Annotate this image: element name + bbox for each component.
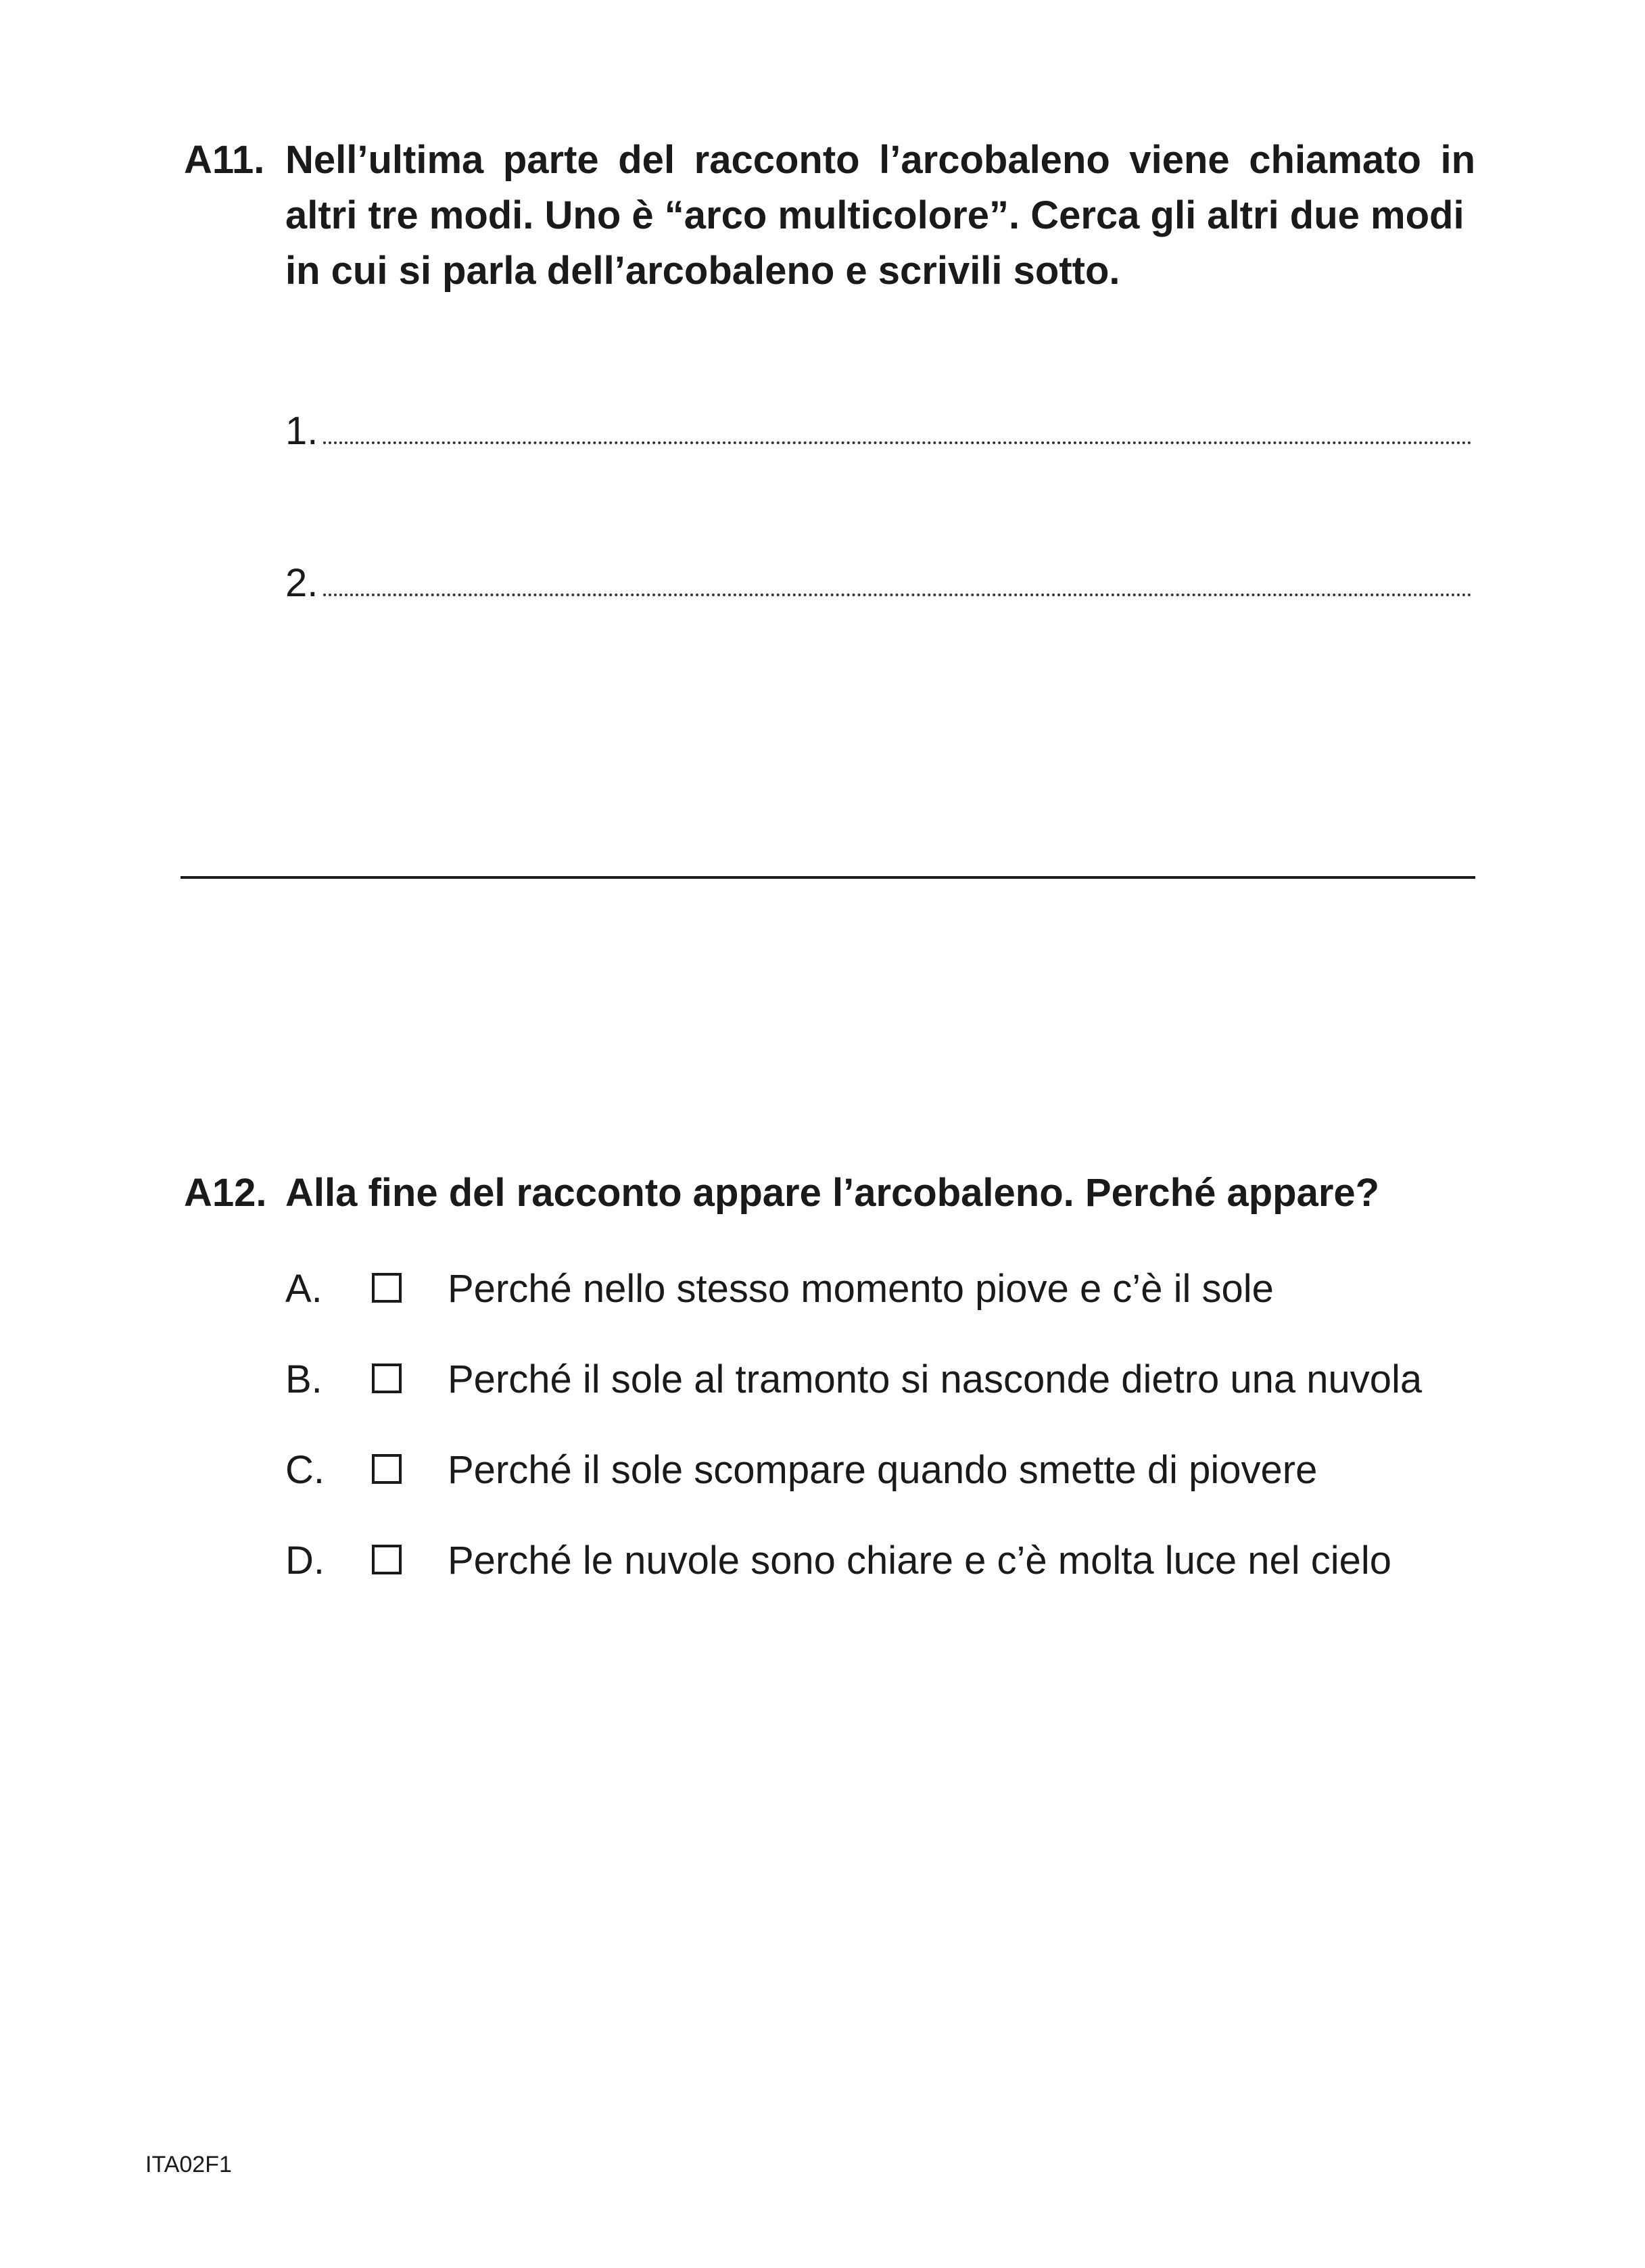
question-a11-line-1: Nell’ultima parte del racconto l’arcobaleno viene chiamato in (285, 138, 1475, 182)
option-a-letter: A. (285, 1267, 323, 1311)
answer-dotted-line-1 (323, 441, 1472, 444)
option-d-text: Perché le nuvole sono chiare e c’è molta luce nel cielo (448, 1539, 1392, 1583)
question-number-a12: A12. (184, 1171, 267, 1215)
question-text-a12: Alla fine del racconto appare l’arcobaleno. Perché appare? (285, 1171, 1380, 1215)
option-b-letter: B. (285, 1357, 323, 1401)
question-number-a11: A11. (184, 138, 265, 182)
option-c-letter: C. (285, 1448, 325, 1492)
page-code: ITA02F1 (145, 2152, 232, 2177)
question-text-a11 (285, 132, 1475, 299)
option-a-text: Perché nello stesso momento piove e c’è il sole (448, 1267, 1274, 1311)
option-a-checkbox[interactable] (372, 1273, 402, 1303)
section-divider (181, 876, 1475, 879)
answer-number-1: 1. (285, 409, 318, 453)
option-b-checkbox[interactable] (372, 1364, 402, 1393)
option-c-checkbox[interactable] (372, 1454, 402, 1484)
option-b-text: Perché il sole al tramonto si nasconde dietro una nuvola (448, 1357, 1423, 1401)
answer-line-2[interactable] (285, 556, 1472, 611)
option-c-text: Perché il sole scompare quando smette di piovere (448, 1448, 1318, 1492)
answer-dotted-line-2 (323, 594, 1472, 596)
option-d-letter: D. (285, 1539, 325, 1583)
answer-line-1[interactable] (285, 404, 1472, 459)
question-a11-line-3: in cui si parla dell’arcobaleno e scrivili sotto. (285, 249, 1120, 293)
answer-number-2: 2. (285, 561, 318, 605)
question-a11-line-2: altri tre modi. Uno è “arco multicolore”. Cerca gli altri due modi (285, 193, 1464, 237)
option-d-checkbox[interactable] (372, 1545, 402, 1574)
